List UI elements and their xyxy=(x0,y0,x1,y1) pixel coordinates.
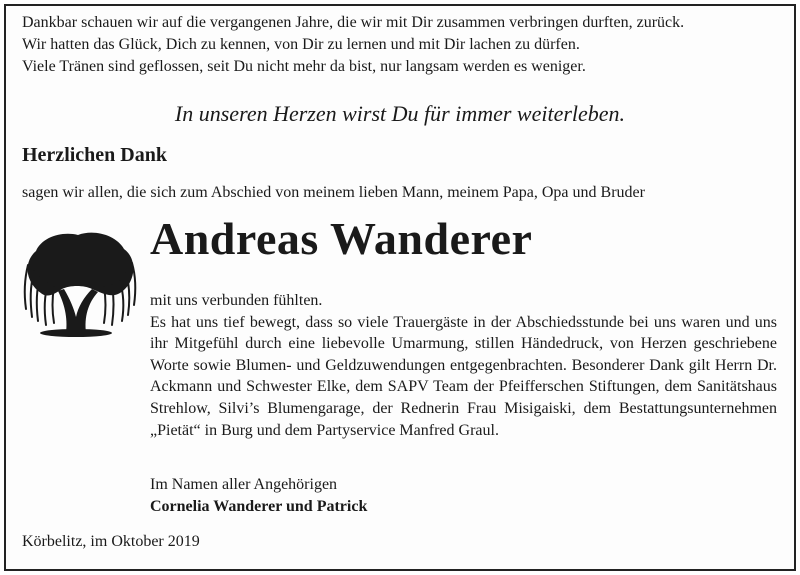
thanks-heading: Herzlichen Dank xyxy=(22,144,167,166)
deceased-name: Andreas Wanderer xyxy=(150,213,533,264)
signature-block xyxy=(150,474,367,518)
intro-line-2: Wir hatten das Glück, Dich zu kennen, von Dir zu lernen und mit Dir lachen zu dürfen. xyxy=(22,36,580,53)
weeping-willow-icon xyxy=(14,225,142,340)
motto: In unseren Herzen wirst Du für immer weiterleben. xyxy=(174,101,626,126)
intro-line-3: Viele Tränen sind geflossen, seit Du nicht mehr da bist, nur langsam werden es weniger. xyxy=(22,58,586,75)
body-first-line: mit uns verbunden fühlten. xyxy=(150,292,323,309)
signers: Cornelia Wanderer und Patrick xyxy=(150,498,368,515)
body-paragraph: Es hat uns tief bewegt, dass so viele Trauergäste in der Abschiedsstunde bei uns waren und uns ihr Mitgefühl durch eine liebevolle Umarmung, stillen Händedruck, von Herzen geschriebene Worte sowie Blumen- und Geldzuwendungen entgegenbrachten. Besonderer Dank gilt Herrn Dr. Ackmann und Schwester Elke, dem SAPV Team der Pfeifferschen Stiftungen, dem Sanitätshaus Strehlow, Silvi’s Blumengarage, der Rednerin Frau Misigaiski, dem Bestattungsunternehmen „Pietät“ in Burg und dem Partyservice Manfred Graul. xyxy=(150,313,777,439)
thanks-line: sagen wir allen, die sich zum Abschied von meinem lieben Mann, meinem Papa, Opa und Bruder xyxy=(22,184,645,201)
intro-text xyxy=(22,12,782,78)
on-behalf-line: Im Namen aller Angehörigen xyxy=(150,476,338,493)
body-text xyxy=(150,290,777,441)
intro-line-1: Dankbar schauen wir auf die vergangenen Jahre, die wir mit Dir zusammen verbringen durften, zurück. xyxy=(22,14,685,31)
place-date: Körbelitz, im Oktober 2019 xyxy=(22,533,200,550)
